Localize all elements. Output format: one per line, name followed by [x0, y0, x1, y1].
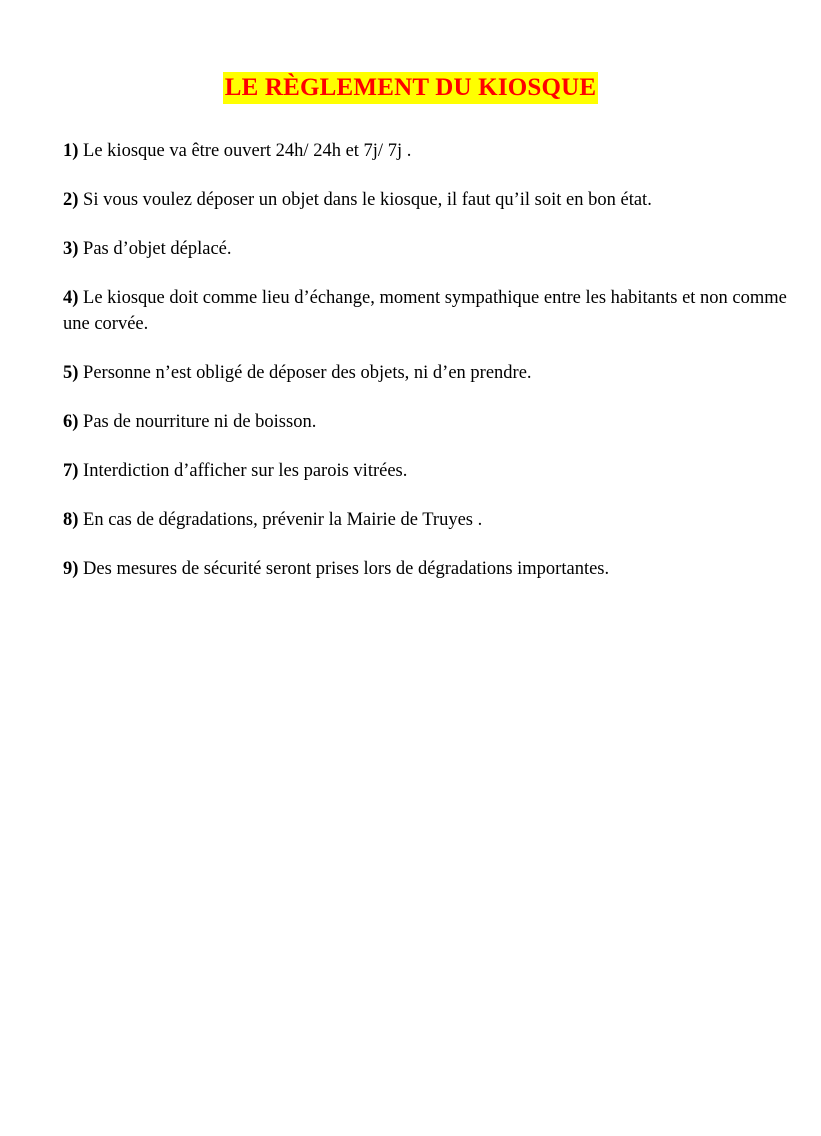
rule-number: 9)	[63, 559, 79, 579]
rule-item	[63, 236, 803, 262]
rule-item	[63, 507, 803, 533]
rule-number: 1)	[63, 141, 79, 161]
rule-number: 3)	[63, 239, 79, 259]
rule-item	[63, 458, 803, 484]
rule-number: 7)	[63, 461, 79, 481]
rule-text: Pas de nourriture ni de boisson.	[83, 412, 317, 432]
rule-item	[63, 409, 803, 435]
rule-number: 4)	[63, 288, 79, 308]
rule-number: 2)	[63, 190, 79, 210]
rule-text: Interdiction d’afficher sur les parois vitrées.	[83, 461, 408, 481]
rule-item	[63, 360, 803, 386]
rule-number: 6)	[63, 412, 79, 432]
rule-text: Si vous voulez déposer un objet dans le kiosque, il faut qu’il soit en bon état.	[83, 190, 652, 210]
rule-number: 8)	[63, 510, 79, 530]
rule-item	[63, 138, 803, 164]
rule-item	[63, 187, 803, 213]
rule-text: En cas de dégradations, prévenir la Mairie de Truyes .	[83, 510, 483, 530]
title-container	[0, 72, 821, 104]
page-title: LE RÈGLEMENT DU KIOSQUE	[223, 72, 599, 104]
rule-text: Pas d’objet déplacé.	[83, 239, 232, 259]
rule-text: Personne n’est obligé de déposer des objets, ni d’en prendre.	[83, 363, 532, 383]
rule-text: Le kiosque va être ouvert 24h/ 24h et 7j/ 7j .	[83, 141, 412, 161]
rule-item	[63, 285, 803, 337]
rule-item	[63, 556, 803, 582]
rule-text: Le kiosque doit comme lieu d’échange, moment sympathique entre les habitants et non comme une corvée.	[63, 288, 787, 334]
rule-number: 5)	[63, 363, 79, 383]
rules-list	[63, 138, 803, 605]
rule-text: Des mesures de sécurité seront prises lors de dégradations importantes.	[83, 559, 610, 579]
